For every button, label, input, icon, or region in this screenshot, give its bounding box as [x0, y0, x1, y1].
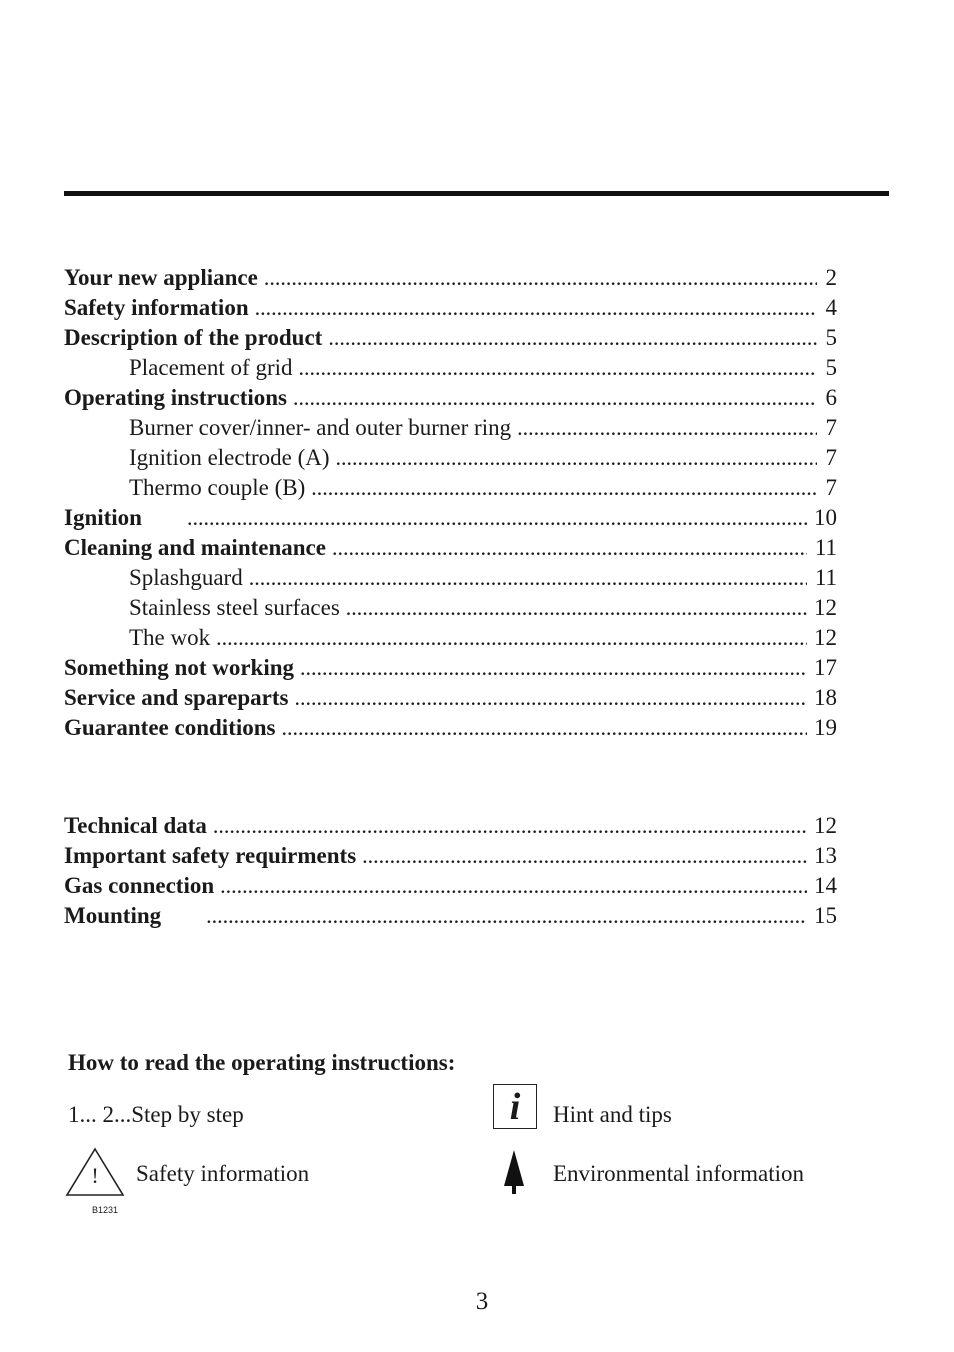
dot-leader — [281, 713, 807, 743]
toc-entry-title: Something not working — [64, 655, 295, 680]
toc-entry-title: Guarantee conditions — [64, 715, 276, 740]
dot-leader — [187, 503, 807, 533]
toc-entry-page: 12 — [814, 625, 837, 650]
table-of-contents-installation — [64, 811, 837, 931]
toc-entry — [64, 871, 837, 901]
toc-entry-title: Service and spareparts — [64, 685, 289, 710]
icon-code: B1231 — [92, 1205, 119, 1215]
tree-icon — [503, 1150, 525, 1194]
toc-entry — [64, 713, 837, 743]
toc-entry-title: Splashguard — [129, 565, 243, 590]
toc-entry — [64, 323, 837, 353]
toc-entry-page: 7 — [825, 415, 837, 440]
toc-entry-title: Safety information — [64, 295, 249, 320]
toc-entry-title: The wok — [129, 625, 211, 650]
toc-entry-title: Thermo couple (B) — [129, 475, 306, 500]
toc-entry-page: 12 — [814, 813, 837, 838]
toc-entry-page: 10 — [814, 505, 837, 530]
toc-entry-title: Placement of grid — [129, 355, 293, 380]
hint-and-tips-label: Hint and tips — [553, 1102, 672, 1127]
toc-entry-page: 15 — [814, 903, 837, 928]
toc-entry-title: Technical data — [64, 813, 207, 838]
dot-leader — [264, 263, 817, 293]
dot-leader — [216, 623, 807, 653]
toc-entry-title: Cleaning and maintenance — [64, 535, 326, 560]
toc-entry-page: 11 — [814, 565, 837, 590]
legend-title: How to read the operating instructions: — [68, 1050, 456, 1075]
toc-entry-page: 18 — [814, 685, 837, 710]
toc-entry-title: Ignition — [64, 505, 142, 530]
dot-leader — [300, 653, 807, 683]
toc-entry-page: 13 — [814, 843, 837, 868]
toc-entry-title: Ignition electrode (A) — [129, 445, 330, 470]
toc-entry-title: Operating instructions — [64, 385, 287, 410]
toc-entry-page: 5 — [825, 355, 837, 380]
toc-entry-title: Your new appliance — [64, 265, 258, 290]
toc-entry — [64, 263, 837, 293]
toc-entry — [64, 533, 837, 563]
dot-leader — [293, 383, 817, 413]
toc-entry-title: Important safety requirments — [64, 843, 357, 868]
toc-entry-page: 14 — [814, 873, 837, 898]
dot-leader — [213, 811, 807, 841]
toc-entry — [64, 383, 837, 413]
toc-entry-page: 4 — [825, 295, 837, 320]
dot-leader — [220, 871, 807, 901]
toc-entry — [64, 623, 837, 653]
toc-entry-title: Stainless steel surfaces — [129, 595, 340, 620]
dot-leader — [206, 901, 807, 931]
toc-entry — [64, 413, 837, 443]
toc-entry — [64, 293, 837, 323]
page-number: 3 — [475, 1288, 489, 1315]
toc-entry-title: Gas connection — [64, 873, 215, 898]
warning-triangle-icon — [65, 1147, 125, 1197]
toc-entry-page: 12 — [814, 595, 837, 620]
toc-entry-page: 7 — [825, 445, 837, 470]
dot-leader — [336, 443, 817, 473]
toc-entry — [64, 443, 837, 473]
toc-entry — [64, 811, 837, 841]
toc-entry-title: Description of the product — [64, 325, 323, 350]
environmental-information-label: Environmental information — [553, 1161, 805, 1186]
toc-entry — [64, 653, 837, 683]
toc-entry-title: Mounting — [64, 903, 162, 928]
toc-entry-title: Burner cover/inner- and outer burner ring — [129, 415, 512, 440]
toc-entry-page: 2 — [825, 265, 837, 290]
dot-leader — [332, 533, 807, 563]
dot-leader — [328, 323, 817, 353]
dot-leader — [255, 293, 817, 323]
toc-entry — [64, 563, 837, 593]
toc-entry-page: 7 — [825, 475, 837, 500]
dot-leader — [346, 593, 807, 623]
toc-entry — [64, 473, 837, 503]
dot-leader — [299, 353, 817, 383]
dot-leader — [517, 413, 817, 443]
dot-leader — [362, 841, 807, 871]
top-rule — [64, 191, 889, 196]
toc-entry-page: 5 — [825, 325, 837, 350]
toc-entry — [64, 503, 837, 533]
toc-entry-page: 6 — [825, 385, 837, 410]
dot-leader — [311, 473, 817, 503]
toc-entry — [64, 683, 837, 713]
dot-leader — [249, 563, 807, 593]
toc-entry — [64, 353, 837, 383]
step-by-step-label: 1... 2...Step by step — [68, 1102, 244, 1127]
toc-entry-page: 11 — [814, 535, 837, 560]
toc-entry — [64, 841, 837, 871]
toc-entry-page: 17 — [814, 655, 837, 680]
toc-entry — [64, 593, 837, 623]
safety-information-label: Safety information — [136, 1161, 310, 1186]
toc-entry — [64, 901, 837, 931]
dot-leader — [294, 683, 807, 713]
info-icon: i — [493, 1084, 537, 1129]
table-of-contents-user — [64, 263, 837, 743]
warning-mark: ! — [91, 1163, 99, 1188]
toc-entry-page: 19 — [814, 715, 837, 740]
